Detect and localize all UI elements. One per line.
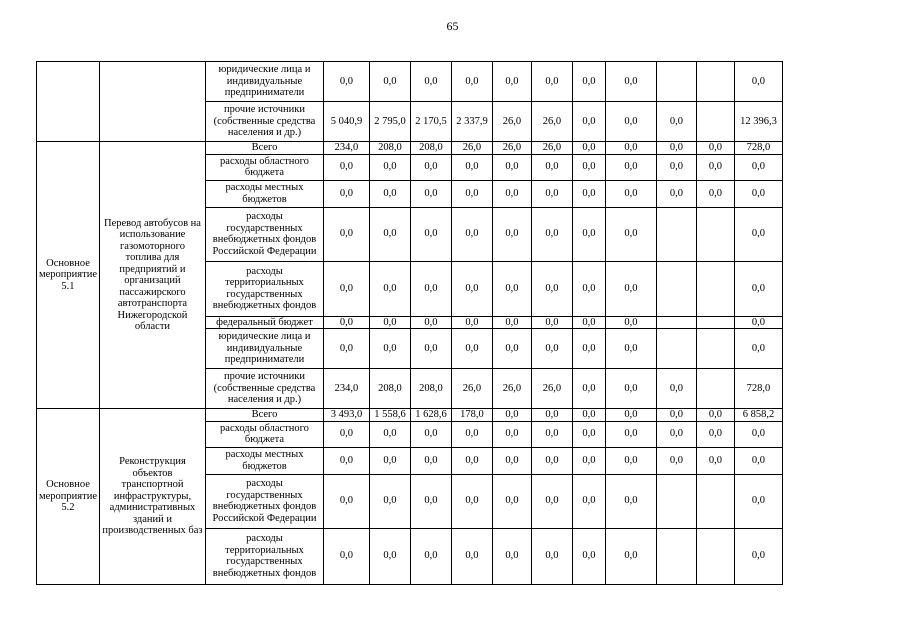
value-cell: 0,0 [605,421,656,447]
value-cell: 0,0 [531,180,572,207]
value-cell: 0,0 [410,421,451,447]
value-cell: 1 558,6 [369,409,410,422]
value-cell: 0,0 [531,154,572,180]
value-cell: 0,0 [605,261,656,316]
value-cell [656,62,696,102]
value-cell: 0,0 [734,261,782,316]
funding-source-cell: расходы областного бюджета [205,421,323,447]
funding-source-cell: расходы территориальных государственных внебюджетных фондов [205,528,323,584]
value-cell: 0,0 [734,316,782,329]
value-cell: 0,0 [369,180,410,207]
value-cell [696,528,734,584]
value-cell: 0,0 [605,474,656,528]
value-cell: 0,0 [323,447,369,474]
value-cell: 0,0 [323,180,369,207]
funding-source-cell: прочие источники (собственные средства населения и др.) [205,369,323,409]
value-cell: 0,0 [492,421,531,447]
value-cell: 0,0 [492,316,531,329]
value-cell: 0,0 [369,261,410,316]
value-cell: 0,0 [656,421,696,447]
value-cell: 0,0 [492,528,531,584]
value-cell: 0,0 [605,369,656,409]
value-cell: 0,0 [734,528,782,584]
value-cell: 0,0 [572,447,605,474]
value-cell [696,369,734,409]
value-cell: 0,0 [656,447,696,474]
activity-cell [37,62,100,142]
value-cell: 2 337,9 [451,102,492,142]
value-cell: 728,0 [734,369,782,409]
value-cell: 0,0 [410,528,451,584]
value-cell: 0,0 [572,261,605,316]
value-cell: 0,0 [323,154,369,180]
value-cell [696,474,734,528]
value-cell: 26,0 [451,369,492,409]
value-cell: 0,0 [696,421,734,447]
table-row [37,409,783,422]
value-cell [656,316,696,329]
funding-source-cell: Всего [205,142,323,155]
value-cell: 0,0 [656,102,696,142]
value-cell: 0,0 [410,447,451,474]
value-cell: 0,0 [369,207,410,261]
value-cell: 0,0 [410,207,451,261]
value-cell: 0,0 [451,261,492,316]
funding-source-cell: федеральный бюджет [205,316,323,329]
value-cell: 0,0 [410,329,451,369]
value-cell: 0,0 [410,261,451,316]
value-cell: 0,0 [492,474,531,528]
value-cell: 0,0 [369,447,410,474]
description-cell [99,62,205,142]
value-cell [656,329,696,369]
value-cell: 0,0 [605,207,656,261]
value-cell: 0,0 [531,409,572,422]
value-cell: 0,0 [605,316,656,329]
value-cell: 0,0 [572,142,605,155]
value-cell: 0,0 [656,409,696,422]
value-cell: 0,0 [531,421,572,447]
value-cell: 0,0 [531,207,572,261]
value-cell: 0,0 [605,409,656,422]
funding-source-cell: юридические лица и индивидуальные предприниматели [205,62,323,102]
value-cell: 0,0 [451,62,492,102]
value-cell: 5 040,9 [323,102,369,142]
value-cell: 0,0 [734,180,782,207]
value-cell: 0,0 [369,474,410,528]
value-cell: 0,0 [323,207,369,261]
value-cell [656,261,696,316]
value-cell: 26,0 [531,369,572,409]
value-cell: 0,0 [410,154,451,180]
value-cell: 0,0 [734,207,782,261]
value-cell: 0,0 [734,329,782,369]
value-cell: 0,0 [492,447,531,474]
value-cell: 0,0 [572,102,605,142]
funding-source-cell: прочие источники (собственные средства населения и др.) [205,102,323,142]
value-cell: 0,0 [323,329,369,369]
value-cell: 0,0 [492,154,531,180]
value-cell [656,207,696,261]
value-cell: 0,0 [531,62,572,102]
value-cell: 0,0 [492,62,531,102]
value-cell: 0,0 [656,369,696,409]
page-number: 65 [446,19,459,33]
value-cell: 0,0 [696,154,734,180]
value-cell: 728,0 [734,142,782,155]
value-cell: 0,0 [369,421,410,447]
value-cell: 208,0 [410,142,451,155]
value-cell: 0,0 [696,409,734,422]
value-cell: 0,0 [531,316,572,329]
value-cell: 0,0 [323,474,369,528]
value-cell: 0,0 [605,180,656,207]
value-cell: 0,0 [492,180,531,207]
value-cell: 0,0 [572,409,605,422]
value-cell: 234,0 [323,142,369,155]
value-cell: 0,0 [734,447,782,474]
value-cell: 0,0 [605,528,656,584]
value-cell: 0,0 [572,369,605,409]
value-cell: 0,0 [572,474,605,528]
value-cell: 0,0 [410,62,451,102]
description-cell: Реконструкция объектов транспортной инфраструктуры, административных зданий и производственных баз [99,409,205,585]
value-cell: 0,0 [572,62,605,102]
value-cell: 0,0 [605,154,656,180]
value-cell: 0,0 [531,261,572,316]
value-cell: 0,0 [451,207,492,261]
value-cell: 0,0 [605,102,656,142]
value-cell [696,102,734,142]
value-cell: 2 795,0 [369,102,410,142]
value-cell: 0,0 [605,447,656,474]
value-cell: 0,0 [323,62,369,102]
value-cell: 26,0 [492,369,531,409]
funding-source-cell: расходы государственных внебюджетных фондов Российской Федерации [205,474,323,528]
funding-table-body [37,62,783,585]
table-row [37,62,783,102]
value-cell: 0,0 [451,447,492,474]
value-cell: 0,0 [531,474,572,528]
value-cell [696,62,734,102]
value-cell: 1 628,6 [410,409,451,422]
value-cell: 0,0 [656,142,696,155]
value-cell: 0,0 [369,329,410,369]
value-cell: 0,0 [323,421,369,447]
value-cell: 0,0 [451,528,492,584]
value-cell: 12 396,3 [734,102,782,142]
value-cell: 0,0 [369,316,410,329]
funding-source-cell: Всего [205,409,323,422]
value-cell: 0,0 [410,316,451,329]
value-cell [696,316,734,329]
value-cell: 0,0 [734,154,782,180]
value-cell: 0,0 [410,180,451,207]
funding-source-cell: расходы областного бюджета [205,154,323,180]
value-cell: 6 858,2 [734,409,782,422]
value-cell: 234,0 [323,369,369,409]
value-cell: 0,0 [572,329,605,369]
value-cell: 0,0 [696,142,734,155]
value-cell: 0,0 [734,62,782,102]
value-cell [696,207,734,261]
activity-cell: Основное мероприятие 5.2 [37,409,100,585]
funding-source-cell: юридические лица и индивидуальные предприниматели [205,329,323,369]
value-cell: 0,0 [369,62,410,102]
activity-cell: Основное мероприятие 5.1 [37,142,100,409]
value-cell: 0,0 [696,180,734,207]
value-cell: 0,0 [656,154,696,180]
value-cell: 0,0 [531,528,572,584]
funding-source-cell: расходы территориальных государственных внебюджетных фондов [205,261,323,316]
value-cell: 0,0 [369,154,410,180]
value-cell: 0,0 [531,329,572,369]
value-cell: 0,0 [605,142,656,155]
value-cell: 26,0 [531,142,572,155]
value-cell: 0,0 [572,421,605,447]
value-cell: 0,0 [492,409,531,422]
value-cell: 0,0 [323,261,369,316]
value-cell: 2 170,5 [410,102,451,142]
value-cell: 208,0 [410,369,451,409]
value-cell: 0,0 [734,421,782,447]
value-cell: 0,0 [492,261,531,316]
value-cell: 0,0 [572,154,605,180]
value-cell: 0,0 [323,316,369,329]
value-cell: 0,0 [605,329,656,369]
value-cell: 0,0 [492,207,531,261]
value-cell: 26,0 [531,102,572,142]
value-cell: 0,0 [451,180,492,207]
value-cell: 0,0 [451,474,492,528]
value-cell: 208,0 [369,369,410,409]
value-cell: 0,0 [605,62,656,102]
funding-source-cell: расходы государственных внебюджетных фондов Российской Федерации [205,207,323,261]
value-cell: 0,0 [572,316,605,329]
value-cell: 0,0 [572,180,605,207]
value-cell: 208,0 [369,142,410,155]
value-cell [656,474,696,528]
value-cell: 26,0 [492,142,531,155]
value-cell: 0,0 [323,528,369,584]
value-cell [656,528,696,584]
value-cell: 0,0 [696,447,734,474]
description-cell: Перевод автобусов на использование газомоторного топлива для предприятий и организаций пассажирского автотранспорта Нижегородской области [99,142,205,409]
funding-source-cell: расходы местных бюджетов [205,447,323,474]
value-cell: 0,0 [734,474,782,528]
value-cell: 0,0 [410,474,451,528]
value-cell: 0,0 [531,447,572,474]
value-cell: 0,0 [451,329,492,369]
value-cell: 0,0 [451,316,492,329]
funding-source-cell: расходы местных бюджетов [205,180,323,207]
value-cell: 178,0 [451,409,492,422]
value-cell: 0,0 [572,207,605,261]
value-cell [696,329,734,369]
value-cell: 0,0 [451,154,492,180]
value-cell: 0,0 [451,421,492,447]
value-cell: 0,0 [572,528,605,584]
value-cell: 0,0 [492,329,531,369]
value-cell: 26,0 [492,102,531,142]
table-row [37,142,783,155]
value-cell [696,261,734,316]
value-cell: 0,0 [369,528,410,584]
value-cell: 26,0 [451,142,492,155]
funding-table [36,61,783,585]
value-cell: 0,0 [656,180,696,207]
value-cell: 3 493,0 [323,409,369,422]
